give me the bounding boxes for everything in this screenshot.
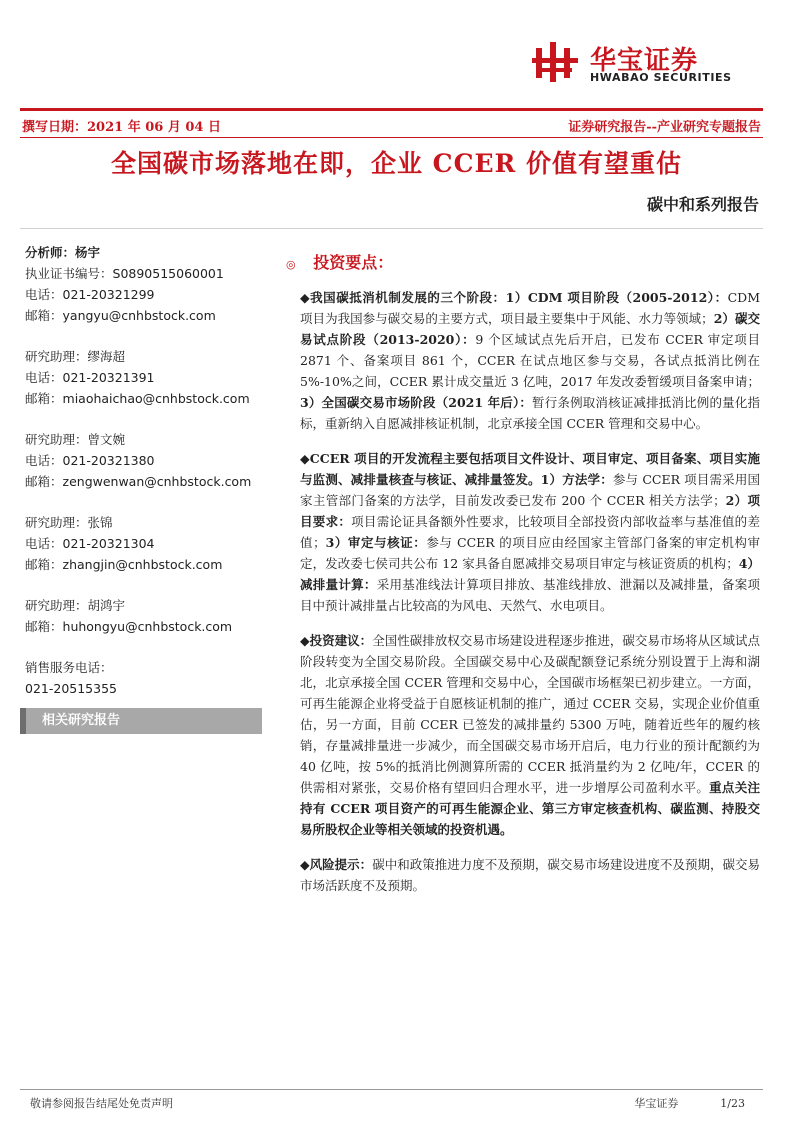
- target-icon: ◎: [286, 258, 296, 271]
- title-divider: [20, 228, 763, 229]
- assistant-phone: 电话：021-20321391: [25, 370, 155, 385]
- footer-rule: [20, 1089, 763, 1090]
- assistant-name: 研究助理：曾文婉: [25, 432, 126, 447]
- page-title: 全国碳市场落地在即，企业 CCER 价值有望重估: [110, 149, 683, 178]
- logo-text-en: HWABAO SECURITIES: [590, 71, 732, 84]
- section-title: 投资要点：: [313, 253, 394, 272]
- related-reports-bar: 相关研究报告: [20, 708, 262, 734]
- analyst-sidebar: [25, 242, 265, 699]
- analyst-cert: 执业证书编号：S0890515060001: [25, 266, 224, 281]
- key-points: [286, 250, 761, 910]
- assistant-name: 研究助理：张锦: [25, 515, 113, 530]
- footer-brand-page: 华宝证券 1/23: [634, 1097, 745, 1110]
- point-investment-advice: ◆投资建议：全国性碳排放权交易市场建设进程逐步推进，碳交易市场将从区域试点阶段转变为全国交易阶段。全国碳交易中心及碳配额登记系统分别设置于上海和湖北，北京承接全国 CCER 管理和交易中心，全国碳市场框架已初步建立。一方面，可再生能源企业将受益于自愿核证机制的推广，通过 CCER 交易，实现企业价值重估，另一方面，目前 CCER 已签发的减排量约 5300 万吨，随着近些年的履约核销，存量减排量进一步减少，而全国碳交易市场开启后，电力行业的预计配额约为 40 亿吨，按 5%的抵消比例测算所需的 CCER 抵消量约为 2 亿吨/年，CCER 的供需相对紧张，交易价格有望回归合理水平，进一步增厚公司盈利水平。重点关注持有 CCER 项目资产的可再生能源企业、第三方审定核查机构、碳监测、持股交易所股权企业等相关领域的投资机遇。: [300, 633, 760, 837]
- assistant-phone: 电话：021-20321304: [25, 536, 155, 551]
- assistant-email: 邮箱：zhangjin@cnhbstock.com: [25, 557, 223, 572]
- company-logo: [532, 40, 762, 84]
- analyst-name: 分析师：杨宇: [25, 245, 101, 260]
- sales-phone: 021-20515355: [25, 681, 117, 696]
- page-number: 1/23: [720, 1097, 745, 1110]
- report-date: 撰写日期：2021 年 06 月 04 日: [22, 120, 221, 135]
- point-carbon-offset-stages: ◆我国碳抵消机制发展的三个阶段：1）CDM 项目阶段（2005-2012）：CDM 项目为我国参与碳交易的主要方式，项目最主要集中于风能、水力等领域；2）碳交易试点阶段（2013-2020）：9 个区域试点先后开启，已发布 CCER 审定项目 2871 个、备案项目 861 个，CCER 在试点地区参与交易，各试点抵消比例在 5%-10%之间，CCER 累计成交量近 3 亿吨，2017 年发改委暂缓项目备案申请；3）全国碳交易市场阶段（2021 年后）：暂行条例取消核证减排抵消比例的量化指标，重新纳入自愿减排核证机制，北京承接全国 CCER 管理和交易中心。: [300, 290, 760, 431]
- hwabao-logo-icon: [532, 40, 582, 84]
- point-risk: ◆风险提示：碳中和政策推进力度不及预期，碳交易市场建设进度不及预期，碳交易市场活跃度不及预期。: [300, 857, 760, 893]
- assistant-email: 邮箱：huhongyu@cnhbstock.com: [25, 619, 233, 634]
- analyst-email: 邮箱：yangyu@cnhbstock.com: [25, 308, 216, 323]
- header-rule-thin: [20, 137, 763, 138]
- assistant-name: 研究助理：缪海超: [25, 349, 126, 364]
- series-label: 碳中和系列报告: [646, 195, 759, 214]
- sales-label: 销售服务电话：: [25, 660, 113, 675]
- section-heading: [286, 250, 760, 273]
- point-ccer-process: ◆CCER 项目的开发流程主要包括项目文件设计、项目审定、项目备案、项目实施与监测、减排量核查与核证、减排量签发。1）方法学：参与 CCER 项目需采用国家主管部门备案的方法学，目前发改委已发布 200 个 CCER 相关方法学；2）项目要求：项目需论证具备额外性要求，比较项目全部投资内部收益率与基准值的差值；3）审定与核证：参与 CCER 的项目应由经国家主管部门备案的审定机构审定，发改委七侯司共公布 12 家具备自愿减排交易项目审定与核证资质的机构；4）减排量计算：采用基准线法计算项目排放、基准线排放、泄漏以及减排量，备案项目中预计减排量占比较高的为风电、天然气、水电项目。: [300, 451, 761, 613]
- analyst-phone: 电话：021-20321299: [25, 287, 155, 302]
- footer-disclaimer: 敬请参阅报告结尾处免责声明: [30, 1097, 173, 1110]
- header-rule: [20, 108, 763, 111]
- assistant-name: 研究助理：胡鸿宇: [25, 598, 126, 613]
- assistant-email: 邮箱：miaohaichao@cnhbstock.com: [25, 391, 250, 406]
- report-type: 证券研究报告--产业研究专题报告: [568, 120, 761, 135]
- assistant-phone: 电话：021-20321380: [25, 453, 155, 468]
- logo-text-cn: 华宝证券: [590, 46, 699, 76]
- assistant-email: 邮箱：zengwenwan@cnhbstock.com: [25, 474, 252, 489]
